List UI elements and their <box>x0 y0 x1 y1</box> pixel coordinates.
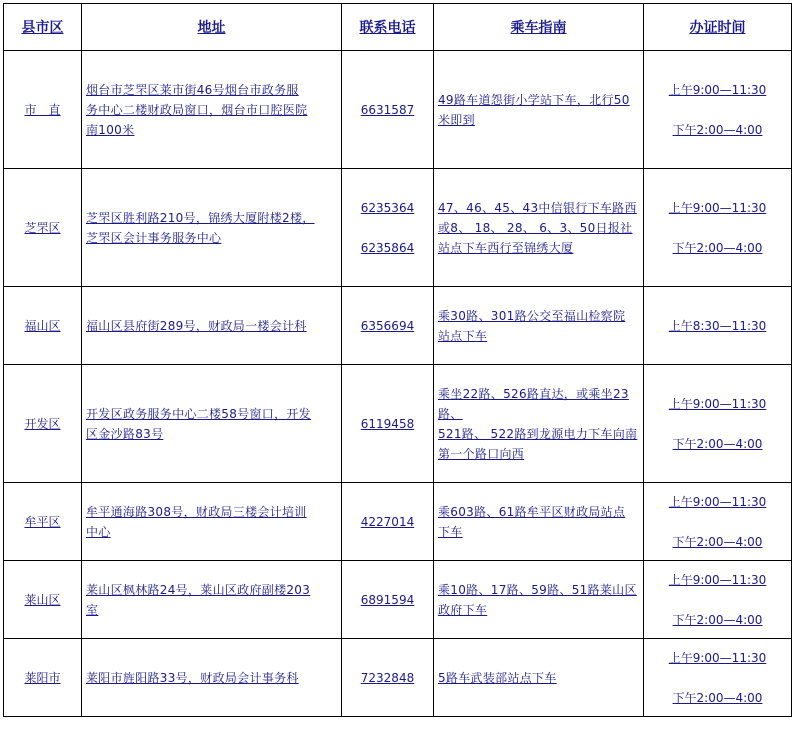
district-name: 莱山区 <box>24 593 61 607</box>
guide-cell <box>434 639 644 717</box>
hours-cell <box>644 483 792 561</box>
table-row <box>4 639 792 717</box>
phone-cell <box>342 51 434 169</box>
hours-line: 下午2:00—4:00 <box>672 690 763 705</box>
hours-line: 下午2:00—4:00 <box>672 436 763 451</box>
address-line: 开发区政务服务中心二楼58号窗口，开发 <box>86 406 311 421</box>
district-cell <box>4 483 82 561</box>
hours-line: 上午9:00—11:30 <box>668 200 767 215</box>
phone-cell <box>342 483 434 561</box>
hours-line: 上午9:00—11:30 <box>668 82 767 97</box>
hours-line: 上午9:00—11:30 <box>668 572 767 587</box>
guide-line: 站点下车西行至锦绣大厦 <box>438 240 574 255</box>
header-hours: 办证时间 <box>644 4 792 51</box>
hours-cell <box>644 169 792 287</box>
phone-cell <box>342 169 434 287</box>
hours-cell <box>644 639 792 717</box>
phone-cell <box>342 365 434 483</box>
header-address: 地址 <box>82 4 342 51</box>
table-row <box>4 169 792 287</box>
hours-cell <box>644 51 792 169</box>
district-name: 福山区 <box>24 319 61 333</box>
address-cell <box>82 639 342 717</box>
phone-cell <box>342 639 434 717</box>
guide-cell <box>434 51 644 169</box>
table-row <box>4 483 792 561</box>
header-phone: 联系电话 <box>342 4 434 51</box>
address-cell <box>82 287 342 365</box>
office-directory-table <box>3 3 792 717</box>
table-row <box>4 365 792 483</box>
phone-cell <box>342 561 434 639</box>
hours-cell <box>644 365 792 483</box>
district-cell <box>4 51 82 169</box>
address-line: 芝罘区胜利路210号，锦绣大厦附楼2楼， <box>86 210 315 225</box>
address-line: 莱山区枫林路24号，莱山区政府副楼203 <box>86 582 311 597</box>
hours-line: 下午2:00—4:00 <box>672 612 763 627</box>
district-name: 莱阳市 <box>24 671 61 685</box>
address-line: 芝罘区会计事务服务中心 <box>86 230 222 245</box>
guide-line: 乘30路、301路公交至福山检察院 <box>438 308 626 323</box>
phone-number: 6891594 <box>360 592 415 607</box>
phone-number: 6119458 <box>360 416 415 431</box>
address-line: 中心 <box>86 524 111 539</box>
hours-gap <box>644 100 791 120</box>
header-guide: 乘车指南 <box>434 4 644 51</box>
phone-number: 7232848 <box>360 670 415 685</box>
phone-number: 6235364 <box>360 200 415 215</box>
district-cell <box>4 365 82 483</box>
guide-cell <box>434 561 644 639</box>
hours-line: 下午2:00—4:00 <box>672 534 763 549</box>
district-cell <box>4 169 82 287</box>
address-cell <box>82 365 342 483</box>
hours-line: 上午8:30—11:30 <box>668 318 767 333</box>
hours-line: 上午9:00—11:30 <box>668 650 767 665</box>
district-cell <box>4 561 82 639</box>
guide-line: 乘坐22路、526路直达，或乘坐23路、 <box>438 386 629 421</box>
address-line: 室 <box>86 602 99 617</box>
guide-line: 47、46、45、43中信银行下车路西 <box>438 200 637 215</box>
table-row <box>4 51 792 169</box>
hours-line: 下午2:00—4:00 <box>672 122 763 137</box>
guide-line: 乘603路、61路牟平区财政局站点 <box>438 504 626 519</box>
phone-number: 4227014 <box>360 514 415 529</box>
guide-line: 乘10路、17路、59路、51路莱山区 <box>438 582 637 597</box>
hours-cell <box>644 561 792 639</box>
guide-line: 521路、 522路到龙源电力下车向南 <box>438 426 638 441</box>
guide-line: 米即到 <box>438 112 475 127</box>
district-name: 市 直 <box>24 103 61 117</box>
district-name: 开发区 <box>24 417 61 431</box>
address-line: 南100米 <box>86 122 135 137</box>
district-name: 牟平区 <box>24 515 61 529</box>
district-cell <box>4 287 82 365</box>
address-line: 区金沙路83号 <box>86 426 164 441</box>
address-line: 牟平通海路308号，财政局三楼会计培训 <box>86 504 307 519</box>
address-cell <box>82 51 342 169</box>
phone-cell <box>342 287 434 365</box>
guide-cell <box>434 169 644 287</box>
district-cell <box>4 639 82 717</box>
address-line: 莱阳市旌阳路33号，财政局会计事务科 <box>86 670 299 685</box>
guide-cell <box>434 483 644 561</box>
hours-gap <box>644 512 791 532</box>
table-row <box>4 287 792 365</box>
hours-line: 上午9:00—11:30 <box>668 396 767 411</box>
guide-line: 下车 <box>438 524 463 539</box>
phone-number: 6631587 <box>360 102 415 117</box>
address-line: 烟台市芝罘区莱市街46号烟台市政务服 <box>86 82 299 97</box>
hours-line: 上午9:00—11:30 <box>668 494 767 509</box>
guide-line: 5路车武装部站点下车 <box>438 670 557 685</box>
address-line: 务中心二楼财政局窗口，烟台市口腔医院 <box>86 102 308 117</box>
hours-line: 下午2:00—4:00 <box>672 240 763 255</box>
hours-gap <box>644 668 791 688</box>
district-name: 芝罘区 <box>24 221 61 235</box>
address-cell <box>82 483 342 561</box>
guide-line: 政府下车 <box>438 602 488 617</box>
hours-gap <box>644 590 791 610</box>
table-row <box>4 561 792 639</box>
guide-line: 或8、 18、 28、 6、3、50日报社 <box>438 220 633 235</box>
address-cell <box>82 561 342 639</box>
header-row <box>4 4 792 51</box>
hours-gap <box>644 414 791 434</box>
guide-line: 站点下车 <box>438 328 488 343</box>
hours-cell <box>644 287 792 365</box>
guide-cell <box>434 365 644 483</box>
phone-number: 6356694 <box>360 318 415 333</box>
guide-line: 49路车道怨街小学站下车，北行50 <box>438 92 630 107</box>
guide-line: 第一个路口向西 <box>438 446 525 461</box>
header-district: 县市区 <box>4 4 82 51</box>
address-line: 福山区县府街289号，财政局一楼会计科 <box>86 318 307 333</box>
guide-cell <box>434 287 644 365</box>
hours-gap <box>644 218 791 238</box>
phone-number: 6235864 <box>360 240 415 255</box>
address-cell <box>82 169 342 287</box>
